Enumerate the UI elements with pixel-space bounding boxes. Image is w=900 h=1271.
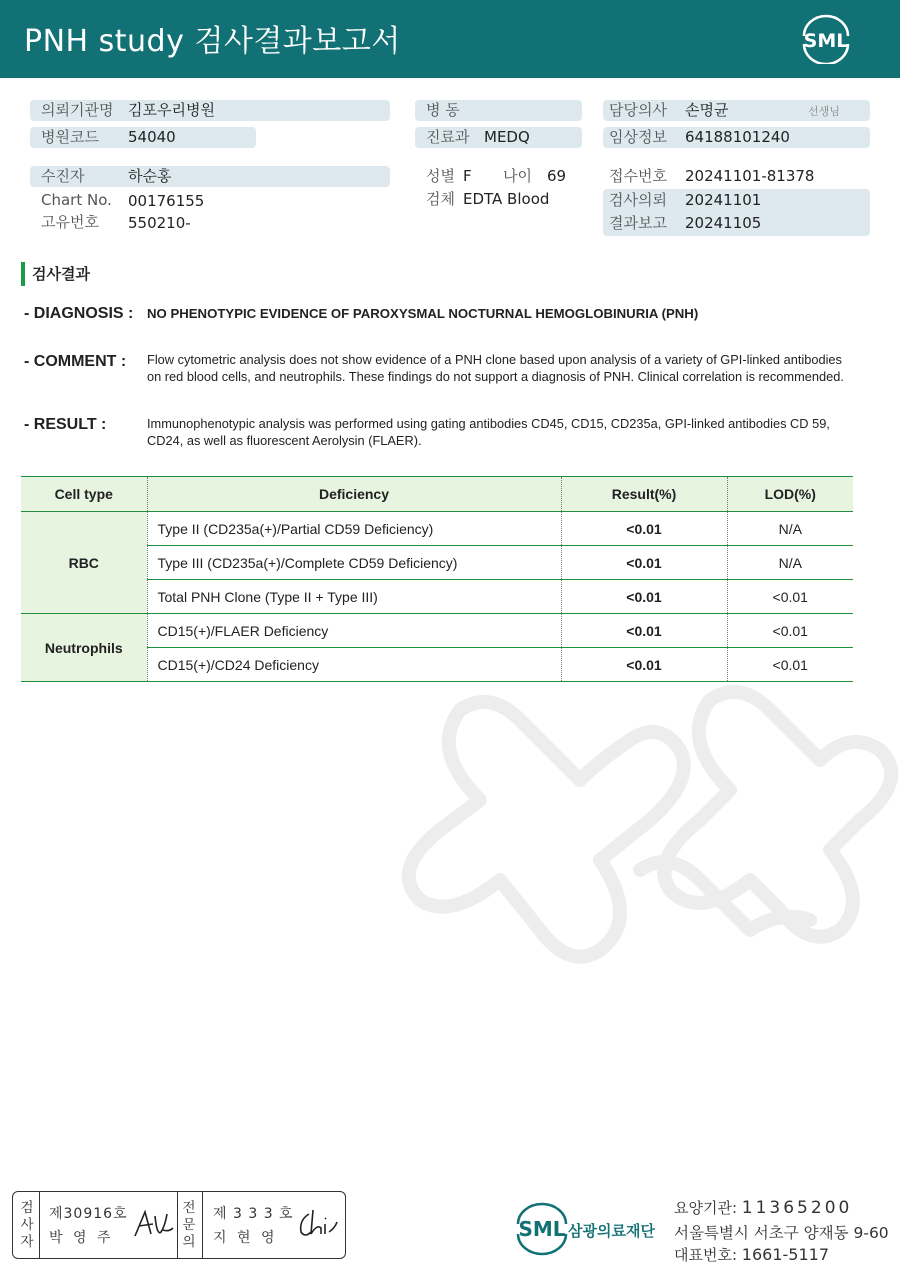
cell-type-neutrophils: Neutrophils (21, 614, 147, 682)
ward-label: 병 동 (426, 101, 460, 119)
age-value: 69 (547, 167, 567, 185)
tester-signature-icon (131, 1206, 175, 1242)
deficiency-cell: Total PNH Clone (Type II + Type III) (147, 580, 561, 614)
hospital-code-value: 54040 (128, 128, 176, 146)
signature-box (12, 1191, 346, 1259)
table-row (21, 512, 853, 546)
result-cell: <0.01 (561, 648, 727, 682)
sex-value: F (463, 167, 472, 185)
deficiency-cell: CD15(+)/FLAER Deficiency (147, 614, 561, 648)
institution-value: 김포우리병원 (128, 101, 215, 119)
report-date-value: 20241105 (685, 214, 762, 232)
age-label: 나이 (503, 167, 532, 185)
report-date-label: 결과보고 (609, 214, 667, 232)
report-title: PNH study 검사결과보고서 (24, 24, 401, 59)
receipt-value: 20241101-81378 (685, 167, 815, 185)
col-cell-type: Cell type (21, 477, 147, 512)
tester-license-no: 제30916호 (49, 1206, 128, 1222)
deficiency-cell: Type III (CD235a(+)/Complete CD59 Deficiency) (147, 546, 561, 580)
patient-value: 하순홍 (128, 167, 172, 185)
result-cell: <0.01 (561, 580, 727, 614)
specialist-label-text: 전문의 (182, 1200, 196, 1250)
facility-code (674, 1197, 852, 1218)
lod-cell: N/A (727, 546, 853, 580)
request-date-label: 검사의뢰 (609, 191, 667, 209)
sex-label: 성별 (426, 167, 455, 185)
lod-cell: N/A (727, 512, 853, 546)
watermark-cross-icon (350, 660, 900, 1040)
tester-name: 박 영 주 (49, 1230, 114, 1246)
patient-label: 수진자 (41, 167, 85, 185)
clinical-label: 임상정보 (609, 128, 667, 146)
divider (39, 1192, 40, 1258)
comment-label: - COMMENT : (24, 353, 127, 370)
sml-footer-logo-icon (510, 1200, 574, 1256)
institution-label: 의뢰기관명 (41, 101, 114, 119)
specialist-license-no: 제 3 3 3 호 (213, 1206, 294, 1222)
lod-cell: <0.01 (727, 614, 853, 648)
address: 서울특별시 서초구 양재동 9-60 (674, 1224, 889, 1242)
chart-no-label: Chart No. (41, 191, 112, 209)
specialist-name: 지 현 영 (213, 1230, 278, 1246)
dept-label: 진료과 (426, 128, 470, 146)
tester-label (15, 1200, 39, 1251)
facility-code-value: 11365200 (741, 1198, 853, 1218)
receipt-label: 접수번호 (609, 167, 667, 185)
chart-no-value: 00176155 (128, 192, 205, 210)
phone-value: 1661-5117 (741, 1245, 830, 1264)
result-label: - RESULT : (24, 416, 107, 433)
deficiency-cell: CD15(+)/CD24 Deficiency (147, 648, 561, 682)
clinical-value: 64188101240 (685, 128, 790, 146)
results-table (21, 476, 853, 682)
phone (674, 1244, 829, 1265)
specialist-signature-icon (295, 1206, 339, 1242)
col-deficiency: Deficiency (147, 477, 561, 512)
org-name: 삼광의료재단 (568, 1222, 655, 1240)
sml-logo-icon (796, 14, 856, 64)
unique-id-value: 550210- (128, 214, 191, 232)
lod-cell: <0.01 (727, 580, 853, 614)
lod-cell: <0.01 (727, 648, 853, 682)
dept-value: MEDQ (484, 128, 530, 146)
doctor-suffix: 선생님 (808, 105, 840, 118)
diagnosis-text: NO PHENOTYPIC EVIDENCE OF PAROXYSMAL NOCTURNAL HEMOGLOBINURIA (PNH) (147, 306, 699, 321)
specialist-label (177, 1200, 201, 1251)
unique-id-label: 고유번호 (41, 213, 99, 231)
diagnosis-label: - DIAGNOSIS : (24, 305, 134, 322)
result-cell: <0.01 (561, 512, 727, 546)
cell-type-rbc: RBC (21, 512, 147, 614)
facility-code-label: 요양기관: (674, 1199, 738, 1217)
doctor-label: 담당의사 (609, 101, 667, 119)
specimen-value: EDTA Blood (463, 190, 550, 208)
col-result: Result(%) (561, 477, 727, 512)
table-row (21, 614, 853, 648)
result-cell: <0.01 (561, 546, 727, 580)
section-title: 검사결과 (21, 262, 90, 286)
report-header (0, 0, 900, 78)
comment-text: Flow cytometric analysis does not show evidence of a PNH clone based upon analysis of a variety of GPI-linked antibodies on red blood cells, and neutrophils. These findings do not support a diagnosis of PNH. Clinical correlation is recommended. (147, 352, 844, 384)
header-logo-text: SML (803, 30, 849, 52)
request-date-value: 20241101 (685, 191, 762, 209)
result-text: Immunophenotypic analysis was performed using gating antibodies CD45, CD15, CD235a, GPI-linked antibodies CD 59, CD24, as well as fluorescent Aerolysin (FLAER). (147, 416, 830, 448)
phone-label: 대표번호: (674, 1246, 738, 1264)
divider (202, 1192, 203, 1258)
col-lod: LOD(%) (727, 477, 853, 512)
deficiency-cell: Type II (CD235a(+)/Partial CD59 Deficiency) (147, 512, 561, 546)
result-cell: <0.01 (561, 614, 727, 648)
tester-label-text: 검사자 (20, 1200, 34, 1250)
hospital-code-label: 병원코드 (41, 128, 99, 146)
specimen-label: 검체 (426, 190, 455, 208)
footer-logo-text: SML (518, 1217, 566, 1241)
doctor-value: 손명균 (685, 101, 729, 119)
